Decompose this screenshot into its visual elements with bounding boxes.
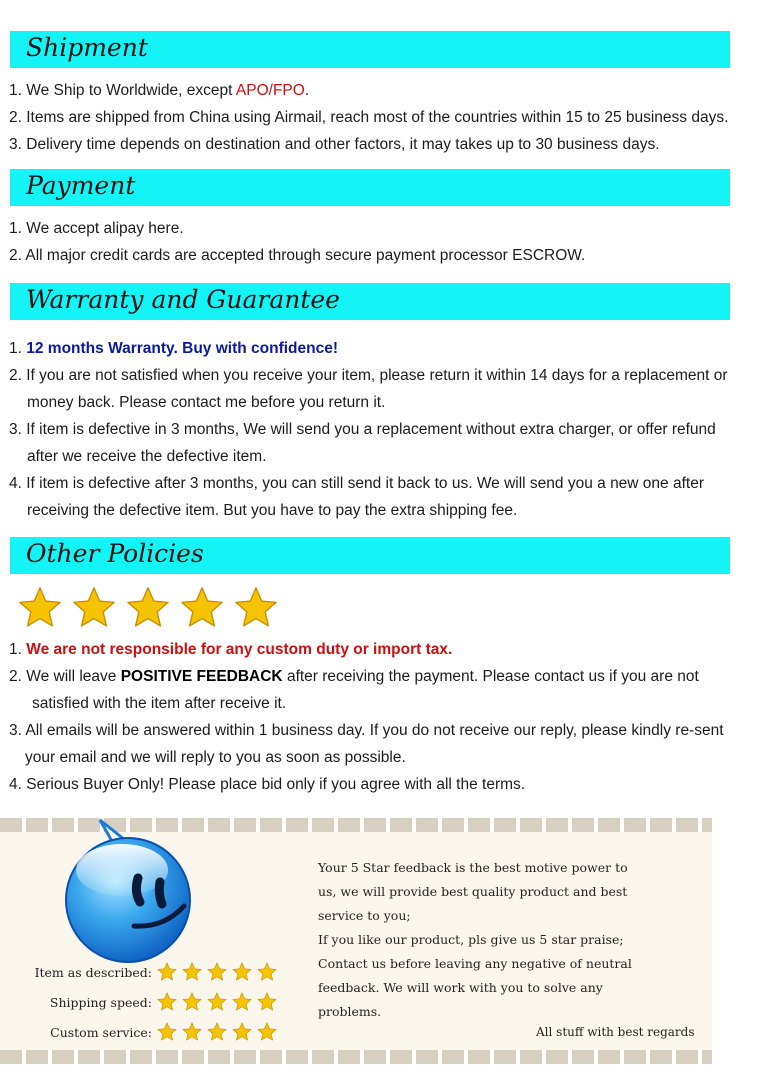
policies-header bbox=[10, 537, 730, 574]
shipment-header bbox=[10, 31, 730, 68]
item-number: 1. bbox=[9, 82, 22, 99]
warranty-title: Warranty and Guarantee bbox=[26, 285, 340, 314]
star-icon bbox=[234, 586, 278, 630]
item-text: your email and we will reply to you as soon as possible. bbox=[25, 749, 406, 766]
item-text-end: . bbox=[304, 82, 310, 99]
item-number: 4. bbox=[9, 776, 22, 793]
item-text: satisfied with the item after receive it. bbox=[32, 695, 287, 712]
rating-label: Item as described: bbox=[34, 965, 152, 980]
item-number: 1. bbox=[9, 220, 22, 237]
star-icon bbox=[72, 586, 116, 630]
star-icon bbox=[257, 962, 277, 982]
rating-label: Custom service: bbox=[50, 1025, 152, 1040]
smiley-face-icon bbox=[60, 818, 210, 968]
star-icon bbox=[207, 992, 227, 1012]
item-text: We accept alipay here. bbox=[26, 220, 184, 237]
star-icon bbox=[180, 586, 224, 630]
star-icon bbox=[232, 962, 252, 982]
star-icon bbox=[232, 1022, 252, 1042]
policies-item-3-cont bbox=[25, 748, 406, 768]
star-icon bbox=[157, 962, 177, 982]
item-number: 2. bbox=[9, 668, 22, 685]
regards-text: All stuff with best regards bbox=[536, 1025, 695, 1039]
policies-item-2-cont bbox=[32, 694, 286, 714]
item-number: 2. bbox=[9, 367, 22, 384]
item-number: 4. bbox=[9, 475, 22, 492]
feedback-line: Contact us before leaving any negative of neutral bbox=[318, 956, 632, 971]
star-icon bbox=[157, 992, 177, 1012]
star-icon bbox=[126, 586, 170, 630]
payment-item-2 bbox=[9, 246, 585, 266]
item-number: 3. bbox=[9, 421, 22, 438]
apo-fpo-highlight: APO/FPO bbox=[235, 82, 305, 99]
item-text: If item is defective after 3 months, you can still send it back to us. We will send you a new one after bbox=[26, 475, 704, 492]
shipment-title: Shipment bbox=[26, 33, 148, 62]
shipment-item-1 bbox=[9, 81, 309, 101]
item-number: 1. bbox=[9, 340, 22, 357]
payment-item-1 bbox=[9, 219, 184, 239]
policies-item-3 bbox=[9, 721, 724, 741]
item-text: All major credit cards are accepted through secure payment processor ESCROW. bbox=[25, 247, 586, 264]
item-number: 1. bbox=[9, 641, 22, 658]
item-text: money back. Please contact me before you return it. bbox=[27, 394, 386, 411]
star-icon bbox=[182, 962, 202, 982]
item-text: If item is defective in 3 months, We will send you a replacement without extra charger, or offer refund bbox=[26, 421, 716, 438]
rating-label: Shipping speed: bbox=[49, 995, 152, 1010]
feedback-line: service to you; bbox=[318, 908, 411, 923]
item-text: We Ship to Worldwide, except bbox=[26, 82, 236, 99]
star-icon bbox=[157, 1022, 177, 1042]
item-text: receiving the defective item. But you have to pay the extra shipping fee. bbox=[27, 502, 518, 519]
item-text: We will leave bbox=[26, 668, 121, 685]
policies-item-2 bbox=[9, 667, 699, 687]
star-icon bbox=[182, 1022, 202, 1042]
item-text: Delivery time depends on destination and other factors, it may takes up to 30 business days. bbox=[26, 136, 660, 153]
warranty-item-3 bbox=[9, 420, 716, 440]
warranty-header bbox=[10, 283, 730, 320]
item-number: 3. bbox=[9, 722, 22, 739]
item-number: 2. bbox=[9, 247, 22, 264]
payment-header bbox=[10, 169, 730, 206]
warranty-highlight: 12 months Warranty. Buy with confidence! bbox=[26, 340, 339, 357]
warranty-item-2 bbox=[9, 366, 728, 386]
item-text: after receiving the payment. Please contact us if you are not bbox=[282, 668, 699, 685]
warranty-item-3-cont bbox=[27, 447, 267, 467]
feedback-line: Your 5 Star feedback is the best motive power to bbox=[318, 860, 628, 875]
item-text: If you are not satisfied when you receive your item, please return it within 14 days for a replacement or bbox=[26, 367, 728, 384]
policies-item-4 bbox=[9, 775, 525, 795]
feedback-line: problems. bbox=[318, 1004, 382, 1019]
policies-title: Other Policies bbox=[26, 539, 204, 568]
shipment-item-3 bbox=[9, 135, 660, 155]
positive-feedback-text: POSITIVE FEEDBACK bbox=[120, 668, 283, 685]
star-icon bbox=[182, 992, 202, 1012]
warranty-item-1 bbox=[9, 339, 338, 359]
policies-item-1 bbox=[9, 640, 452, 660]
shipment-item-2 bbox=[9, 108, 728, 128]
banner-bottom-border bbox=[0, 1050, 712, 1064]
item-text: Serious Buyer Only! Please place bid only if you agree with all the terms. bbox=[26, 776, 526, 793]
policy-highlight: We are not responsible for any custom duty or import tax. bbox=[26, 641, 453, 658]
item-text: after we receive the defective item. bbox=[27, 448, 267, 465]
star-icon bbox=[207, 962, 227, 982]
star-icon bbox=[257, 992, 277, 1012]
warranty-item-2-cont bbox=[27, 393, 385, 413]
item-number: 3. bbox=[9, 136, 22, 153]
feedback-line: us, we will provide best quality product and best bbox=[318, 884, 628, 899]
payment-title: Payment bbox=[26, 171, 136, 200]
feedback-line: feedback. We will work with you to solve any bbox=[318, 980, 603, 995]
star-icon bbox=[207, 1022, 227, 1042]
star-icon bbox=[257, 1022, 277, 1042]
star-icon bbox=[232, 992, 252, 1012]
warranty-item-4 bbox=[9, 474, 704, 494]
warranty-item-4-cont bbox=[27, 501, 517, 521]
item-text: All emails will be answered within 1 business day. If you do not receive our reply, please kindly re-sent bbox=[25, 722, 724, 739]
item-number: 2. bbox=[9, 109, 22, 126]
item-text: Items are shipped from China using Airmail, reach most of the countries within 15 to 25 business days. bbox=[26, 109, 729, 126]
star-icon bbox=[18, 586, 62, 630]
feedback-line: If you like our product, pls give us 5 star praise; bbox=[318, 932, 624, 947]
